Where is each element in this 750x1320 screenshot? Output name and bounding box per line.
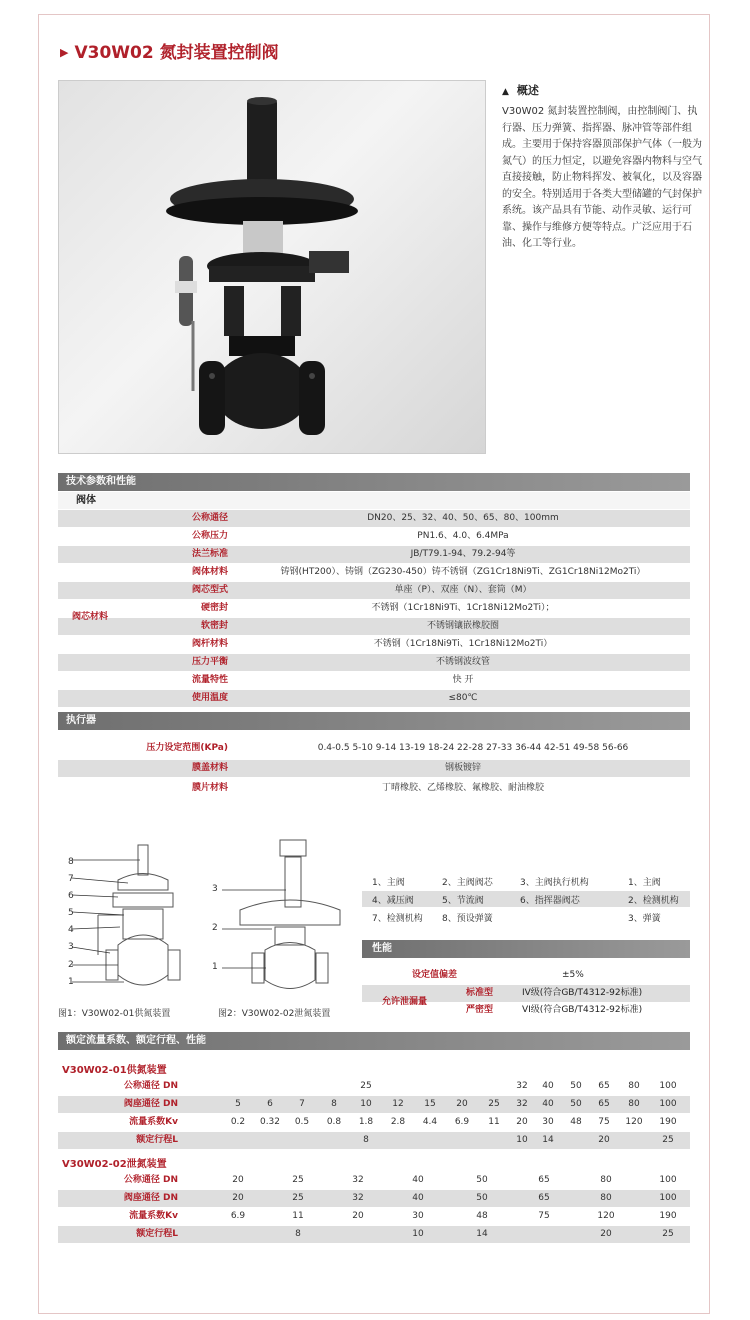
flow-cell: 8 xyxy=(363,1135,369,1145)
flow-cell: 5 xyxy=(235,1099,241,1109)
flow-cell: 25 xyxy=(662,1135,674,1145)
flow-cell: 32 xyxy=(352,1193,364,1203)
flow-row-label: 额定行程L xyxy=(136,1229,178,1239)
spec-row-core-soft: 软密封 不锈钢镶嵌橡胶圈 xyxy=(58,618,690,635)
flow-row-label: 公称通径 DN xyxy=(123,1081,178,1091)
actuator-row: 膜盖材料 钢板镀锌 xyxy=(58,760,690,777)
flow-cell: 20 xyxy=(456,1099,468,1109)
flow-cell: 120 xyxy=(625,1117,643,1127)
actuator-row: 膜片材料 丁晴橡胶、乙烯橡胶、氟橡胶、耐油橡胶 xyxy=(191,783,544,793)
flow-cell: 80 xyxy=(600,1193,612,1203)
spec-row: 压力平衡 不锈钢波纹管 xyxy=(58,654,690,671)
flow-cell: 40 xyxy=(542,1081,554,1091)
performance-section-bar: 性能 xyxy=(362,940,690,958)
legend-item: 2、主阀阀芯 xyxy=(442,878,493,888)
flow-cell: 40 xyxy=(412,1175,424,1185)
legend-item: 1、主阀 xyxy=(372,878,405,888)
flow-cell: 20 xyxy=(352,1211,364,1221)
flow-cell: 20 xyxy=(600,1229,612,1239)
spec-row: 流量特性 快 开 xyxy=(191,675,474,685)
flow-cell: 20 xyxy=(516,1117,528,1127)
flow-table-row xyxy=(58,1132,690,1149)
flow-cell: 30 xyxy=(412,1211,424,1221)
flow-table-row xyxy=(58,1190,690,1207)
flow-cell: 20 xyxy=(598,1135,610,1145)
flow-cell: 6.9 xyxy=(230,1211,246,1221)
flow-row-label: 流量系数Kv xyxy=(129,1211,178,1221)
page-title: ▶ V30W02 氮封装置控制阀 xyxy=(60,43,279,63)
flow-cell: 80 xyxy=(628,1099,640,1109)
figure2-diagram xyxy=(210,835,350,1005)
flow-cell: 12 xyxy=(392,1099,404,1109)
perf-row: 设定值偏差 ±5% xyxy=(412,970,584,980)
flow-cell: 1.8 xyxy=(358,1117,374,1127)
flow-cell: 65 xyxy=(538,1193,550,1203)
triangle-icon: ▶ xyxy=(60,46,69,59)
flow-row-label: 流量系数Kv xyxy=(129,1117,178,1127)
flow-cell: 14 xyxy=(476,1229,488,1239)
flow-cell: 100 xyxy=(659,1081,677,1091)
flow-cell: 80 xyxy=(628,1081,640,1091)
flow-table-row xyxy=(58,1226,690,1243)
fig1-num: 6 xyxy=(68,891,74,901)
spec-row: 使用温度 ≤80℃ xyxy=(58,690,690,707)
fig2-num: 3 xyxy=(212,884,218,894)
valve-illustration xyxy=(59,81,486,454)
flow-cell: 48 xyxy=(476,1211,488,1221)
fig1-num: 7 xyxy=(68,874,74,884)
flow-cell: 65 xyxy=(598,1081,610,1091)
flow-cell: 32 xyxy=(516,1099,528,1109)
flow-cell: 11 xyxy=(488,1117,500,1127)
flow-cell: 25 xyxy=(662,1229,674,1239)
body-subheading: 阀体 xyxy=(58,492,690,509)
legend-item: 3、主阀执行机构 xyxy=(520,878,589,888)
flow-cell: 80 xyxy=(600,1175,612,1185)
legend-item: 3、弹簧 xyxy=(628,914,661,924)
flow-row-label: 阀座通径 DN xyxy=(123,1193,178,1203)
fig1-caption: 图1：V30W02-01供氮装置 xyxy=(58,1009,171,1019)
spec-row: 阀芯型式 单座（P）、双座（N）、套筒（M） xyxy=(58,582,690,599)
flow-cell: 7 xyxy=(299,1099,305,1109)
legend-item: 2、检测机构 xyxy=(628,896,679,906)
spec-row: 法兰标准 JB/T79.1-94、79.2-94等 xyxy=(58,546,690,563)
flow-cell: 10 xyxy=(360,1099,372,1109)
flow-cell: 65 xyxy=(598,1099,610,1109)
spec-row: 阀体材料 铸钢(HT200）、铸钢（ZG230-450）铸不锈钢（ZG1Cr18Ni9Ti、ZG1Cr18Ni12Mo2Ti） xyxy=(191,567,646,577)
flow-cell: 10 xyxy=(412,1229,424,1239)
fig2-num: 2 xyxy=(212,923,218,933)
flow-cell: 50 xyxy=(476,1175,488,1185)
flow-cell: 190 xyxy=(659,1211,677,1221)
perf-row: 严密型 VI级(符合GB/T4312-92标准) xyxy=(466,1005,643,1015)
flow-cell: 25 xyxy=(488,1099,500,1109)
legend-item: 5、节流阀 xyxy=(442,896,484,906)
fig1-num: 1 xyxy=(68,977,74,987)
flow-cell: 40 xyxy=(542,1099,554,1109)
fig2-caption: 图2：V30W02-02泄氮装置 xyxy=(218,1009,331,1019)
legend-item: 4、减压阀 xyxy=(372,896,414,906)
flow-cell: 15 xyxy=(424,1099,436,1109)
fig1-num: 4 xyxy=(68,925,74,935)
spec-row: 公称压力 PN1.6、4.0、6.4MPa xyxy=(191,531,509,541)
flow-cell: 65 xyxy=(538,1175,550,1185)
legend-item: 1、主阀 xyxy=(628,878,661,888)
leak-label: 允许泄漏量 xyxy=(382,997,428,1007)
flow-cell: 0.32 xyxy=(259,1117,281,1127)
triangle-up-icon: ▲ xyxy=(502,87,509,97)
spec-row: 阀杆材料 不锈钢（1Cr18Ni9Ti、1Cr18Ni12Mo2Ti） xyxy=(191,639,553,649)
legend-item: 8、预设弹簧 xyxy=(442,914,493,924)
figure1-diagram xyxy=(58,835,198,1005)
flow-section-bar: 额定流量系数、额定行程、性能 xyxy=(58,1032,690,1050)
spec-row: 公称通径 DN20、25、32、40、50、65、80、100mm xyxy=(58,510,690,527)
flow-cell: 120 xyxy=(597,1211,615,1221)
flow-table-row xyxy=(58,1114,690,1131)
flow-cell: 20 xyxy=(232,1175,244,1185)
flow-cell: 4.4 xyxy=(422,1117,438,1127)
flow-cell: 32 xyxy=(516,1081,528,1091)
flow-table-row xyxy=(58,1078,690,1095)
flow-cell: 8 xyxy=(331,1099,337,1109)
flow-table-row xyxy=(58,1208,690,1225)
flow-table-row xyxy=(58,1172,690,1189)
flow-cell: 48 xyxy=(570,1117,582,1127)
actuator-section-bar: 执行器 xyxy=(58,712,690,730)
flow-row-label: 阀座通径 DN xyxy=(123,1099,178,1109)
flow-table-row xyxy=(58,1096,690,1113)
fig2-num: 1 xyxy=(212,962,218,972)
flow-cell: 8 xyxy=(295,1229,301,1239)
fig1-num: 5 xyxy=(68,908,74,918)
perf-row: 标准型 IV级(符合GB/T4312-92标准) xyxy=(362,985,690,1002)
overview-text: V30W02 氮封装置控制阀，由控制阀门、执行器、压力弹簧、指挥器、脉冲管等部件组成。主要用于保持容器顶部保护气体（一般为氮气）的压力恒定，以避免容器内物料与空气直接接触，防止物料挥发、被氧化，以及容器的安全。特别适用于各类大型储罐的气封保护系统。该产品具有节能、动作灵敏、运行可靠、操作与维修方便等特点。广泛应用于石油、化工等行业。 xyxy=(502,106,702,249)
flow-cell: 2.8 xyxy=(390,1117,406,1127)
flow-cell: 75 xyxy=(538,1211,550,1221)
flow-cell: 50 xyxy=(476,1193,488,1203)
flow-cell: 6 xyxy=(267,1099,273,1109)
flow-cell: 30 xyxy=(542,1117,554,1127)
flow-cell: 11 xyxy=(292,1211,304,1221)
actuator-row: 压力设定范围(KPa) 0.4-0.5 5-10 9-14 13-19 18-24 22-28 27-33 36-44 42-51 49-58 56-66 xyxy=(146,743,629,753)
flow-cell: 0.5 xyxy=(294,1117,310,1127)
flow-cell: 20 xyxy=(232,1193,244,1203)
flow-cell: 32 xyxy=(352,1175,364,1185)
fig1-num: 3 xyxy=(68,942,74,952)
legend-item: 6、指挥器阀芯 xyxy=(520,896,580,906)
table2-title: V30W02-02泄氮装置 xyxy=(62,1159,167,1170)
spec-section-bar: 技术参数和性能 xyxy=(58,473,690,491)
flow-cell: 0.2 xyxy=(230,1117,246,1127)
flow-cell: 25 xyxy=(292,1193,304,1203)
flow-cell: 40 xyxy=(412,1193,424,1203)
flow-cell: 50 xyxy=(570,1081,582,1091)
flow-cell: 100 xyxy=(659,1099,677,1109)
flow-row-label: 公称通径 DN xyxy=(123,1175,178,1185)
flow-row-label: 额定行程L xyxy=(136,1135,178,1145)
flow-cell: 25 xyxy=(360,1081,372,1091)
spec-row-core-hard: 硬密封 不锈钢（1Cr18Ni9Ti、1Cr18Ni12Mo2Ti）； xyxy=(200,603,555,613)
flow-cell: 25 xyxy=(292,1175,304,1185)
flow-cell: 50 xyxy=(570,1099,582,1109)
legend-item: 7、检测机构 xyxy=(372,914,423,924)
flow-cell: 14 xyxy=(542,1135,554,1145)
product-photo xyxy=(58,80,486,454)
table1-title: V30W02-01供氮装置 xyxy=(62,1065,167,1076)
flow-cell: 190 xyxy=(659,1117,677,1127)
flow-cell: 6.9 xyxy=(454,1117,470,1127)
fig1-num: 2 xyxy=(68,960,74,970)
flow-cell: 0.8 xyxy=(326,1117,342,1127)
core-material-label: 阀芯材料 xyxy=(72,612,109,622)
flow-cell: 100 xyxy=(659,1175,677,1185)
flow-cell: 10 xyxy=(516,1135,528,1145)
flow-cell: 100 xyxy=(659,1193,677,1203)
overview-heading: ▲ 概述 xyxy=(502,84,539,97)
fig1-num: 8 xyxy=(68,857,74,867)
flow-cell: 75 xyxy=(598,1117,610,1127)
